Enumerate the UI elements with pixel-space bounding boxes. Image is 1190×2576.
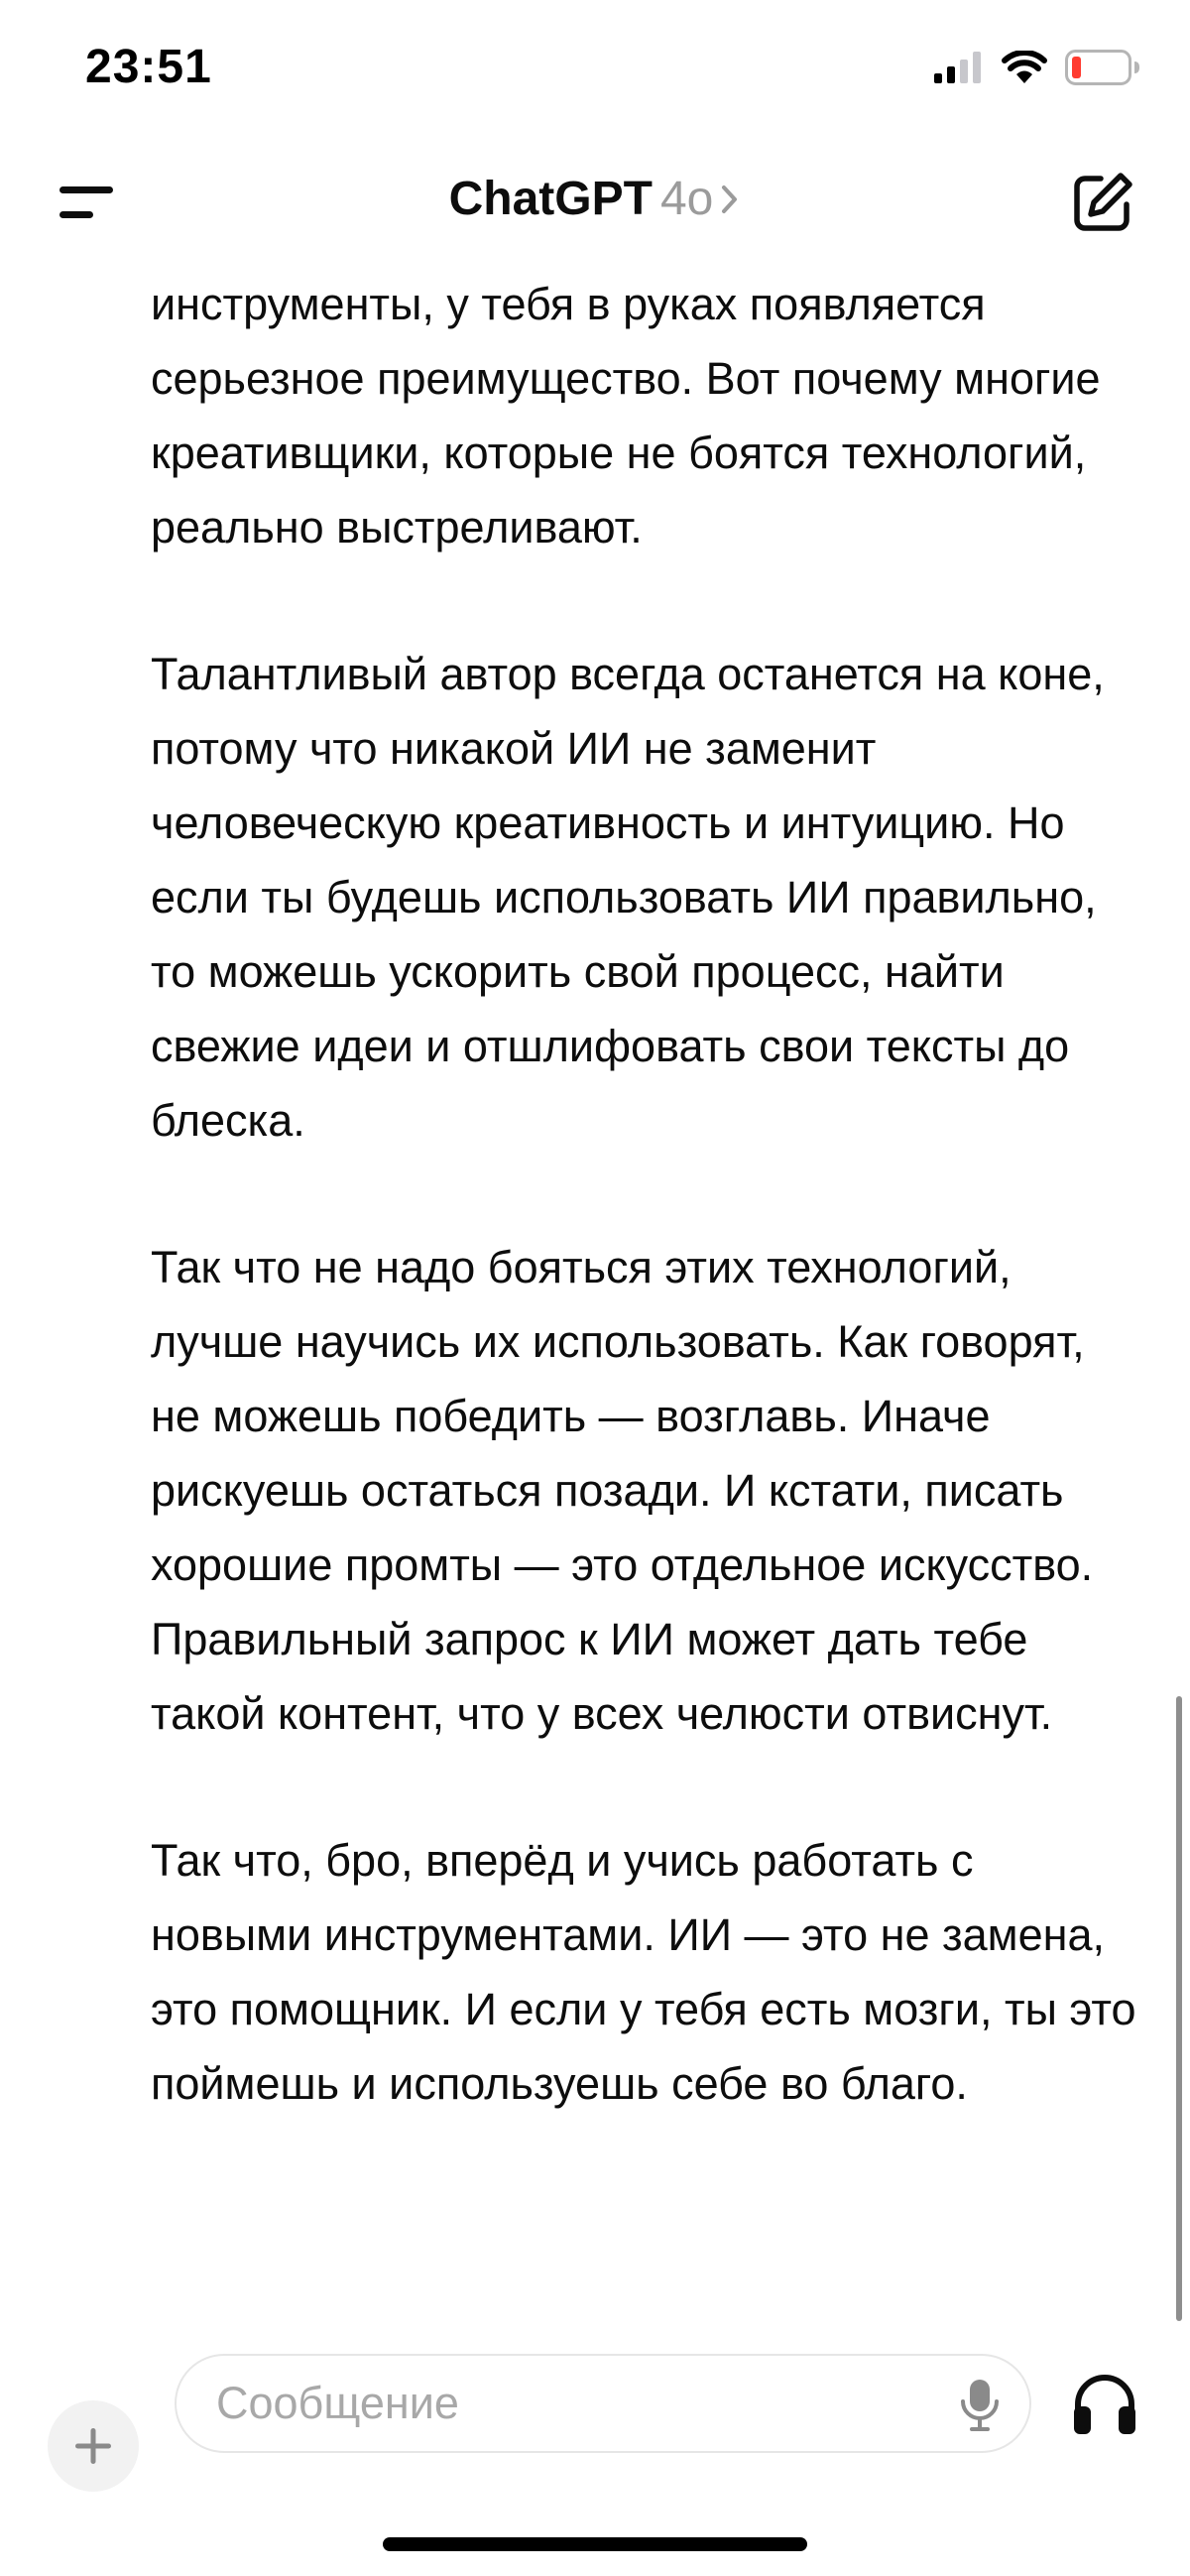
message-paragraph: Так что, бро, вперёд и учись работать с новыми инструментами. ИИ — это не замена, это помощник. И если у тебя есть мозги, ты это поймешь и используешь себе во благо. — [151, 1835, 1136, 2109]
composer — [0, 2341, 1190, 2480]
status-bar — [0, 0, 1190, 139]
message-paragraph: Так что не надо бояться этих технологий, лучше научись их использовать. Как говорят, не можешь победить — возглавь. Иначе рискуешь остаться позади. И кстати, писать хорошие промты — это отдельное искусство. Правильный запрос к ИИ может дать тебе такой контент, что у всех челюсти отвиснут. — [151, 1242, 1094, 1739]
wifi-icon — [1002, 51, 1047, 84]
model-selector[interactable] — [0, 169, 1190, 232]
headphones-icon — [1071, 2371, 1138, 2436]
microphone-icon — [958, 2378, 1002, 2433]
cellular-signal-icon — [934, 52, 984, 83]
home-indicator — [383, 2537, 807, 2551]
attach-button[interactable] — [48, 2400, 139, 2492]
microphone-button[interactable] — [958, 2378, 1002, 2433]
status-icons — [934, 50, 1140, 85]
message-paragraph: Талантливый автор всегда останется на коне, потому что никакой ИИ не заменит человеческую креативность и интуицию. Но если ты будешь использовать ИИ правильно, то можешь ускорить свой процесс, найти свежие идеи и отшлифовать свои тексты до блеска. — [151, 649, 1105, 1146]
plus-icon — [73, 2426, 113, 2466]
new-chat-icon — [1071, 171, 1134, 234]
message-paragraph: инструменты, у тебя в руках появляется серьезное преимущество. Вот почему многие креативщики, которые не боятся технологий, реально выстреливают. — [151, 279, 1101, 552]
chat-header — [0, 139, 1190, 268]
chevron-right-icon — [719, 171, 741, 232]
app-title: ChatGPT — [448, 173, 653, 225]
status-time: 23:51 — [85, 41, 212, 93]
model-name: 4o — [659, 173, 714, 225]
assistant-message — [151, 268, 1142, 2193]
message-input[interactable] — [214, 2377, 912, 2430]
scrollbar[interactable] — [1176, 1696, 1182, 2321]
new-chat-button[interactable] — [1071, 171, 1134, 234]
message-input-box[interactable] — [175, 2354, 1031, 2453]
voice-mode-button[interactable] — [1071, 2371, 1138, 2436]
battery-icon — [1065, 50, 1140, 85]
